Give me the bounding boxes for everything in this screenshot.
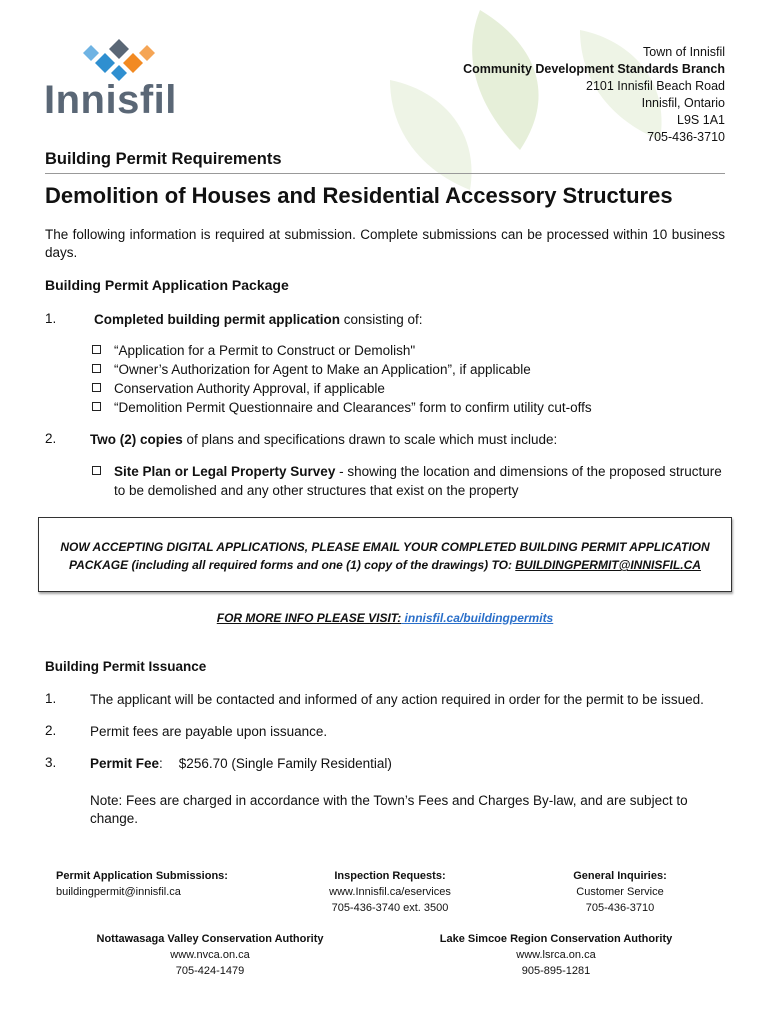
contact-lsrca [420, 931, 692, 979]
checkbox-icon [92, 364, 101, 373]
site-plan-text: - showing the location and dimensions of the proposed structure to be demolished and any other structures that exist on the property [114, 464, 722, 498]
issuance-item: The applicant will be contacted and informed of any action required in order for the permit to be issued. [90, 692, 704, 707]
nvca-phone: 705-424-1479 [175, 965, 245, 977]
checklist-text: “Owner’s Authorization for Agent to Make an Application”, if applicable [114, 362, 531, 377]
fee-colon: : [159, 756, 163, 771]
town-name: Town of Innisfil [643, 45, 725, 59]
checkbox-icon [92, 383, 101, 392]
checkbox-icon [92, 345, 101, 354]
lsrca-phone: 905-895-1281 [521, 965, 591, 977]
site-plan-bold: Site Plan or Legal Property Survey [114, 464, 336, 479]
item-number: 3. [45, 755, 57, 770]
inspections-link[interactable]: www.Innisfil.ca/eservices [329, 886, 451, 898]
item-text: consisting of: [340, 312, 423, 327]
postal-code: L9S 1A1 [677, 113, 725, 127]
checklist-item [90, 379, 725, 398]
checklist-item [90, 462, 725, 500]
city: Innisfil, Ontario [641, 96, 725, 110]
general-service: Customer Service [576, 886, 664, 898]
building-permits-link[interactable]: innisfil.ca/buildingpermits [401, 611, 554, 625]
issuance-heading: Building Permit Issuance [45, 659, 207, 674]
item-bold: Completed building permit application [94, 312, 341, 327]
nvca-link[interactable]: www.nvca.on.ca [170, 949, 250, 961]
checkbox-icon [92, 402, 101, 411]
package-item-1 [94, 311, 725, 329]
issuance-item: Permit fees are payable upon issuance. [90, 724, 328, 739]
item-number: 1. [45, 691, 57, 706]
item-number: 2. [45, 723, 57, 738]
contact-heading: Lake Simcoe Region Conservation Authority [439, 933, 673, 945]
street-address: 2101 Innisfil Beach Road [586, 79, 725, 93]
phone: 705-436-3710 [647, 130, 725, 144]
checklist-text: “Demolition Permit Questionnaire and Clearances” form to confirm utility cut-offs [114, 400, 592, 415]
more-info-label: FOR MORE INFO PLEASE VISIT: [216, 611, 402, 625]
logo-wordmark: Innisfil [44, 78, 177, 122]
item-number: 2. [45, 431, 57, 446]
package-item-2 [90, 431, 725, 449]
fee-value: $256.70 (Single Family Residential) [178, 756, 392, 771]
item-bold: Two (2) copies [90, 432, 183, 447]
checklist-item [90, 341, 725, 360]
item-text: of plans and specifications drawn to scale which must include: [182, 432, 558, 447]
fees-note: Note: Fees are charged in accordance with the Town’s Fees and Charges By-law, and are subject to change. [90, 793, 688, 826]
submissions-email[interactable]: buildingpermit@innisfil.ca [56, 886, 181, 898]
permit-fee [90, 755, 725, 773]
general-phone: 705-436-3710 [585, 902, 655, 914]
fee-label: Permit Fee [90, 756, 160, 771]
contact-heading: Permit Application Submissions: [56, 870, 228, 882]
intro-paragraph: The following information is required at submission. Complete submissions can be processed within 10 business days. [45, 227, 725, 260]
checkbox-icon [92, 466, 101, 475]
checklist-item [90, 398, 725, 417]
page-title: Demolition of Houses and Residential Accessory Structures [45, 183, 673, 208]
contact-nvca [80, 931, 340, 979]
checklist-item [90, 360, 725, 379]
contact-general [540, 868, 700, 916]
notice-text: NOW ACCEPTING DIGITAL APPLICATIONS, PLEASE EMAIL YOUR COMPLETED BUILDING PERMIT APPLICATION PACKAGE (including all required forms and one (1) copy of the drawings) TO: [60, 540, 710, 572]
checklist-text: “Application for a Permit to Construct or Demolish" [114, 343, 416, 358]
package-checklist [90, 341, 725, 417]
requirements-title: Building Permit Requirements [45, 150, 282, 168]
inspections-phone: 705-436-3740 ext. 3500 [331, 902, 449, 914]
divider [45, 173, 725, 174]
contact-submissions [56, 868, 228, 900]
checklist-text: Conservation Authority Approval, if applicable [114, 381, 385, 396]
contact-heading: Inspection Requests: [334, 870, 446, 882]
item-number: 1. [45, 311, 57, 326]
lsrca-link[interactable]: www.lsrca.on.ca [516, 949, 596, 961]
package-heading: Building Permit Application Package [45, 277, 289, 293]
notice-email-link[interactable]: BUILDINGPERMIT@INNISFIL.CA [515, 558, 701, 572]
branch-name: Community Development Standards Branch [463, 62, 725, 76]
address-block [463, 44, 725, 146]
contact-heading: Nottawasaga Valley Conservation Authority [96, 933, 324, 945]
more-info-line [0, 611, 770, 625]
contact-heading: General Inquiries: [573, 870, 667, 882]
site-plan-checklist [90, 462, 725, 500]
contact-inspections [300, 868, 480, 916]
digital-applications-notice [38, 517, 732, 592]
